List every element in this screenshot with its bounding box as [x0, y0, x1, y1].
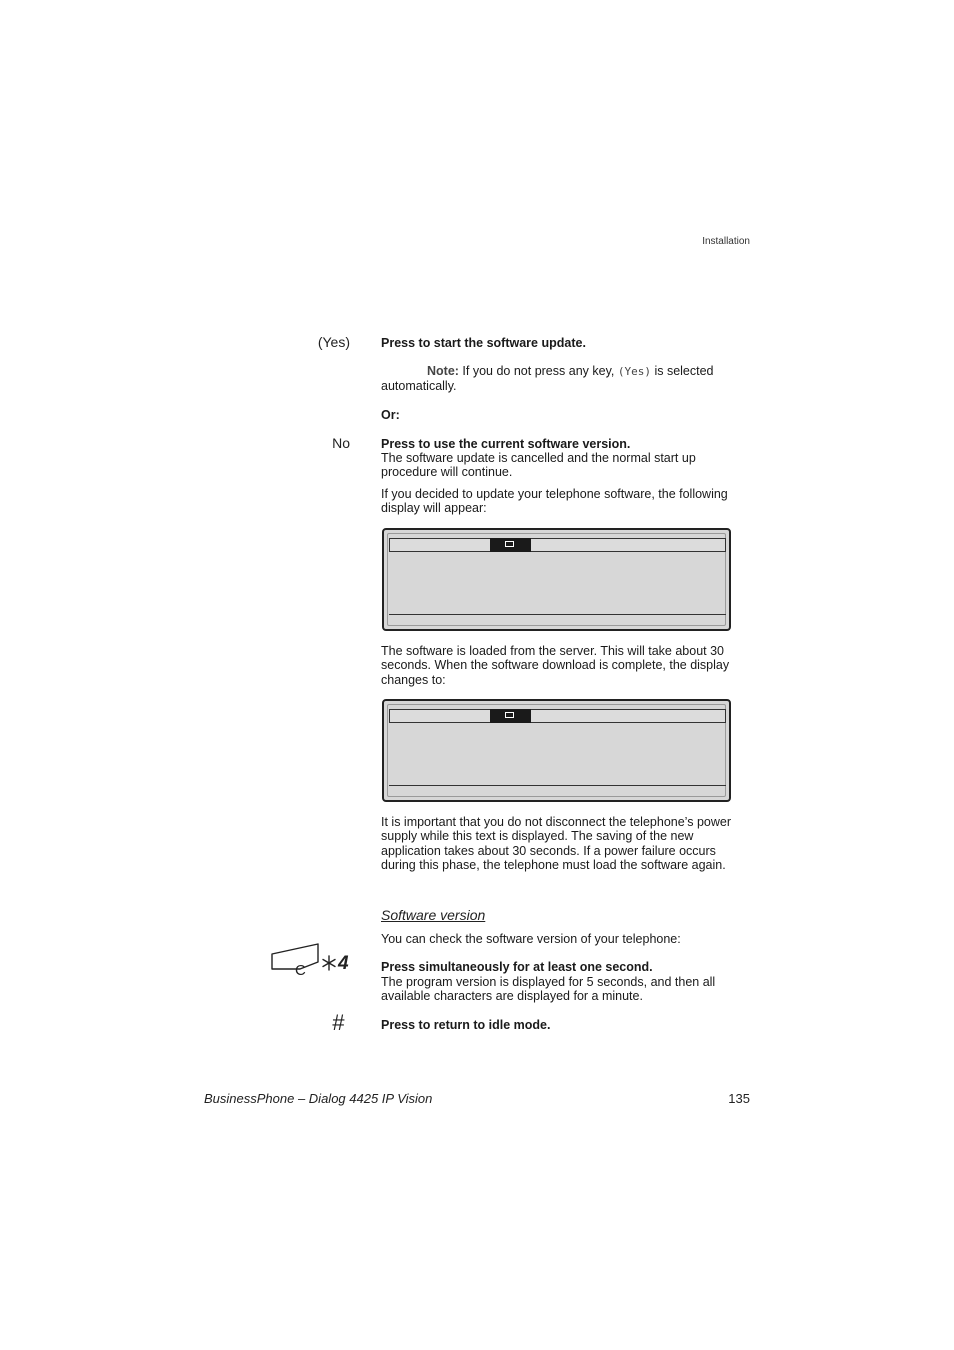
yes-key-label: (Yes) [317, 334, 350, 350]
return-idle-instruction: Press to return to idle mode. [381, 1018, 551, 1032]
software-version-intro: You can check the software version of your telephone: [381, 932, 681, 946]
press-simultaneously-detail: The program version is displayed for 5 seconds, and then all available characters are displayed for a minute. [381, 975, 716, 1004]
display-status-block [490, 709, 531, 723]
display-status-block [490, 538, 531, 552]
phone-display-saving [382, 699, 731, 802]
no-key-label: No [332, 435, 350, 451]
or-label: Or: [381, 408, 400, 422]
press-simultaneously-instruction: Press simultaneously for at least one second. [381, 960, 653, 974]
loading-text: The software is loaded from the server. This will take about 30 seconds. When the software download is complete, the display changes to: [381, 644, 730, 687]
page-number: 135 [728, 1091, 750, 1106]
display-mail-icon [505, 712, 514, 718]
no-instruction: Press to use the current software version. [381, 437, 631, 451]
section-title-software-version: Software version [381, 907, 486, 923]
clear-key-letter: C [295, 962, 306, 979]
note-text-after: is selected automatically. [381, 364, 714, 394]
hash-key-label: # [332, 1010, 345, 1035]
phone-display-downloading [382, 528, 731, 631]
display-softkey-line [389, 614, 726, 615]
yes-instruction: Press to start the software update. [381, 336, 586, 350]
running-header: Installation [702, 236, 750, 247]
note-label: Note: [427, 364, 459, 378]
display-status-bar [389, 538, 726, 552]
display-status-bar [389, 709, 726, 723]
no-detail: The software update is cancelled and the normal start up procedure will continue. [381, 451, 696, 480]
note-key: (Yes) [617, 365, 651, 378]
digit-key-label: 4 [338, 953, 349, 974]
note-paragraph [381, 364, 741, 394]
warning-text: It is important that you do not disconnect the telephone’s power supply while this text is displayed. The saving of the new application takes about 30 seconds. If a power failure occurs during this phase, the telephone must load the software again. [381, 815, 731, 872]
footer-title: BusinessPhone – Dialog 4425 IP Vision [204, 1091, 433, 1106]
clear-key-icon [270, 942, 322, 978]
update-intro: If you decided to update your telephone software, the following display will appear: [381, 487, 728, 516]
note-text-before: If you do not press any key, [458, 364, 618, 378]
display-mail-icon [505, 541, 514, 547]
star-key-icon [321, 954, 337, 972]
display-softkey-line [389, 785, 726, 786]
